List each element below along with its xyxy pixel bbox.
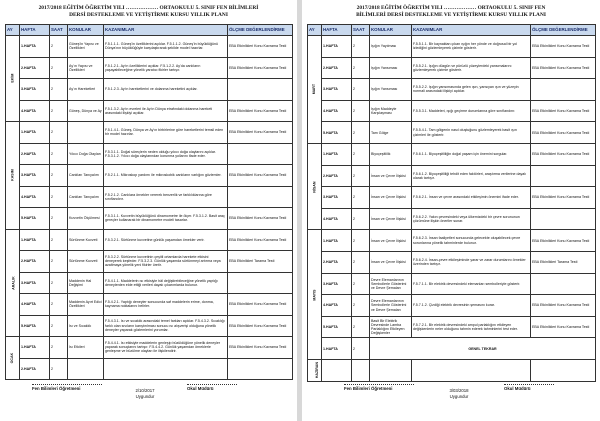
outcome-cell: F.5.3.2.2. Sürtünme kuvvetinin çeşitli ortamlarda harekete etkisini deneyerek keşfeder. F.5.3.2.3. Günlük yaşamda sürtünmeyi artırma veya azaltmaya yönelik yeni fikirler üretir. [104, 251, 228, 273]
week-cell: 3.HAFTA [20, 272, 50, 294]
month-cell [6, 229, 20, 337]
table-row [308, 251, 596, 273]
hours-cell: 2 [50, 208, 68, 230]
table-row [6, 122, 293, 144]
outcome-cell: F.5.6.1.2. Biyoçeşitliliği tehdit eden faktörleri, araştırma verilerine dayalı olarak tartışır. [412, 165, 531, 187]
topic-cell: Işığın Maddeyle Karşılaşması [370, 100, 412, 122]
header-kazanimlar: KAZANIMLAR [104, 25, 228, 36]
table-row [308, 143, 596, 165]
topic-cell: Işığın Yayılması [370, 36, 412, 58]
topic-cell: İnsan ve Çevre İlişkisi [370, 187, 412, 209]
outcome-cell: F.5.4.2.1. Yaptığı deneyler sonucunda saf maddelerin erime, donma, kaynama noktalarını belirler. [104, 294, 228, 316]
principal-signature: Okul Müdürü [187, 384, 237, 392]
table-row [308, 273, 596, 295]
topic-cell: Sürtünme Kuvveti [68, 251, 104, 273]
hours-cell: 2 [50, 36, 68, 58]
assessment-cell: EBA Etkinlikleri Konu Kavrama Testi [531, 122, 596, 144]
week-cell: 2.HAFTA [322, 57, 352, 79]
table-row [6, 100, 293, 122]
outcome-cell [412, 359, 531, 381]
week-cell: 3.HAFTA [322, 273, 352, 295]
month-label: EKİM [10, 74, 15, 83]
topic-cell: İnsan ve Çevre İlişkisi [370, 165, 412, 187]
assessment-cell: EBA Etkinlikleri Konu Kavrama Testi [531, 187, 596, 209]
assessment-cell: EBA Etkinlikleri Tarama Testi [228, 251, 293, 273]
outcome-cell: F.5.6.2.3. İnsan faaliyetleri sonucunda gelecekte oluşabilecek çevre sorunlarına yönelik tahminlerde bulunur. [412, 230, 531, 252]
week-cell: 2.HAFTA [20, 57, 50, 79]
outcome-cell: F.5.3.1.1. Kuvvetin büyüklüğünü dinamometre ile ölçer. F.5.3.1.2. Basit araç gereçler kullanarak bir dinamometre modeli tasarlar. [104, 208, 228, 230]
hours-cell: 2 [352, 230, 370, 252]
topic-cell: Maddenin Hal Değişimi [68, 272, 104, 294]
week-cell: 4.HAFTA [20, 100, 50, 122]
assessment-cell: EBA Etkinlikleri Konu Kavrama Testi [531, 36, 596, 58]
header-konular: KONULAR [68, 25, 104, 36]
topic-cell: Sürtünme Kuvveti [68, 229, 104, 251]
table-header-row [6, 25, 293, 36]
week-cell [322, 359, 352, 381]
week-cell: 1.HAFTA [322, 230, 352, 252]
table-row [308, 208, 596, 230]
outcome-cell: F.5.3.2.1. Sürtünme kuvvetine günlük yaşamdan örnekler verir. [104, 229, 228, 251]
week-cell: 1.HAFTA [20, 337, 50, 359]
week-cell: 2.HAFTA [322, 165, 352, 187]
week-cell: 1.HAFTA [322, 143, 352, 165]
outcome-cell: F.5.1.4.1. Güneş, Dünya ve Ay'ın birbirlerine göre hareketlerini temsil eden bir model hazırlar. [104, 122, 228, 144]
week-cell: 3.HAFTA [20, 79, 50, 101]
left-plan-table [5, 24, 293, 380]
outcome-cell: F.5.6.2.2. Yakın çevresindeki veya ülkemizdeki bir çevre sorununun çözümüne ilişkin öneriler sunar. [412, 208, 531, 230]
topic-cell: Basit Bir Elektrik Devresinde Lamba Parlaklığını Etkileyen Değişkenler [370, 316, 412, 338]
approval-block [434, 388, 484, 399]
left-page [2, 0, 295, 421]
table-row [6, 208, 293, 230]
table-row [6, 251, 293, 273]
assessment-cell: EBA Etkinlikleri Konu Kavrama Testi [228, 294, 293, 316]
table-row [308, 79, 596, 101]
outcome-cell [104, 358, 228, 380]
table-row [6, 294, 293, 316]
table-row [6, 358, 293, 380]
assessment-cell [228, 358, 293, 380]
hours-cell: 2 [50, 315, 68, 337]
topic-cell: Güneş, Dünya ve Ay [68, 100, 104, 122]
hours-cell: 2 [50, 272, 68, 294]
header-konular: KONULAR [370, 25, 412, 36]
week-cell: 1.HAFTA [20, 36, 50, 58]
hours-cell: 2 [50, 122, 68, 144]
week-cell: 2.HAFTA [20, 143, 50, 165]
topic-cell: Devre Elemanlarının Sembollerle Gösterimi ve Devre Şemaları [370, 295, 412, 317]
title-line-2: BİLİMLERİ DERSİ DESTEKLEME VE YETİŞTİRME KURSU YILLIK PLANI [356, 12, 546, 18]
table-row [308, 338, 596, 360]
table-row [308, 295, 596, 317]
table-row [6, 57, 293, 79]
title-line-1: 2017/2018 EĞİTİM ÖĞRETİM YILI ……………… ORTAOKULU 5. SINIF FEN [356, 5, 546, 11]
topic-cell: GENEL TEKRAR [370, 338, 596, 360]
hours-cell: 2 [352, 79, 370, 101]
week-cell: 4.HAFTA [322, 100, 352, 122]
outcome-cell: F.5.7.2.1. Bir elektrik devresindeki ampul parlaklığını etkileyen değişkenlerin neler olduğunu tahmin ederek tahminlerini test eder. [412, 316, 531, 338]
week-cell: 4.HAFTA [322, 295, 352, 317]
hours-cell: 2 [352, 165, 370, 187]
table-row [6, 79, 293, 101]
month-cell [6, 122, 20, 230]
page-divider [297, 0, 302, 421]
assessment-cell: EBA Etkinlikleri Konu Kavrama Testi [228, 36, 293, 58]
topic-cell: Canlıları Tanıyalım [68, 186, 104, 208]
hours-cell [352, 359, 370, 381]
hours-cell: 2 [352, 187, 370, 209]
approval-label: Uygundur [449, 393, 469, 399]
header-hafta: HAFTA [20, 25, 50, 36]
topic-cell: Devre Elemanlarının Sembollerle Gösterimi ve Devre Şemaları [370, 273, 412, 295]
outcome-cell: F.5.4.3.1. Isı ve sıcaklık arasındaki temel farkları açıklar. F.5.4.3.2. Sıcaklığı farklı olan sıvıların karıştırılması sonucu ısı alışverişi olduğuna yönelik deneyler yaparak gözlemlerini yorumlar. [104, 315, 228, 337]
title-line-2: DERSİ DESTEKLEME VE YETİŞTİRME KURSU YILLIK PLANI [69, 12, 228, 18]
header-kazanimlar: KAZANIMLAR [412, 25, 531, 36]
hours-cell: 2 [50, 337, 68, 359]
header-olcme: ÖLÇME DEĞERLENDİRME [228, 25, 293, 36]
hours-cell: 2 [50, 57, 68, 79]
month-label: KASIM [10, 169, 15, 182]
topic-cell: Isı ve Sıcaklık [68, 315, 104, 337]
hours-cell: 2 [50, 358, 68, 380]
hours-cell: 2 [352, 143, 370, 165]
hours-cell: 2 [50, 229, 68, 251]
right-page [304, 0, 598, 421]
week-cell: 5.HAFTA [20, 208, 50, 230]
topic-cell: Kuvvetin Ölçülmesi [68, 208, 104, 230]
hours-cell: 2 [352, 316, 370, 338]
week-cell: 1.HAFTA [322, 36, 352, 58]
topic-cell: İnsan ve Çevre İlişkisi [370, 208, 412, 230]
week-cell: 4.HAFTA [322, 208, 352, 230]
table-row [308, 100, 596, 122]
topic-cell: Tam Gölge [370, 122, 412, 144]
approval-block [120, 388, 170, 399]
topic-cell: Ay'ın Hareketleri [68, 79, 104, 101]
month-label: MART [312, 84, 317, 95]
topic-cell: Ay'ın Yapısı ve Özellikleri [68, 57, 104, 79]
assessment-cell [228, 79, 293, 101]
week-cell: 3.HAFTA [20, 165, 50, 187]
assessment-cell: EBA Etkinlikleri Konu Kavrama Testi [531, 316, 596, 338]
outcome-cell: F.5.4.1.1. Maddelerin ısı etkisiyle hâl değiştirebileceğine yönelik yaptığı deneylerden elde ettiği verileri dayalı çıkarımlarda bulunur. [104, 272, 228, 294]
title-line-1: 2017/2018 EĞİTİM ÖĞRETİM YILI ……………… ORTAOKULU 5. SINIF FEN BİLİMLERİ [38, 5, 259, 11]
assessment-cell [228, 186, 293, 208]
hours-cell: 2 [50, 186, 68, 208]
hours-cell: 2 [50, 251, 68, 273]
right-page-title [304, 5, 598, 19]
right-plan-table [307, 24, 596, 382]
assessment-cell: EBA Etkinlikleri Konu Kavrama Testi [228, 337, 293, 359]
outcome-cell: F.5.6.2.1. İnsan ve çevre arasındaki etkileşimin önemini ifade eder. [412, 187, 531, 209]
header-saat: SAAT [352, 25, 370, 36]
hours-cell: 2 [352, 100, 370, 122]
outcome-cell: F.5.7.1.1. Bir elektrik devresindeki elemanları sembolleriyle gösterir. [412, 273, 531, 295]
assessment-cell [531, 359, 596, 381]
outcome-cell: F.5.5.3.1. Maddeleri, ışığı geçirme durumlarına göre sınıflandırır. [412, 100, 531, 122]
principal-signature: Okul Müdürü [504, 384, 554, 392]
table-row [6, 315, 293, 337]
table-row [308, 36, 596, 58]
hours-cell: 2 [352, 208, 370, 230]
topic-cell: Işığın Yansıması [370, 79, 412, 101]
assessment-cell: EBA Etkinlikleri Konu Kavrama Testi [228, 229, 293, 251]
table-row [308, 187, 596, 209]
month-label: MAYIS [312, 289, 317, 301]
topic-cell: Canlıları Tanıyalım [68, 165, 104, 187]
week-cell: 2.HAFTA [322, 251, 352, 273]
table-row [6, 337, 293, 359]
hours-cell: 2 [50, 100, 68, 122]
approval-date: 2/10/2017 [135, 388, 155, 393]
week-cell: 2.HAFTA [20, 251, 50, 273]
table-row [308, 57, 596, 79]
topic-cell: Maddenin Ayırt Edici Özellikleri [68, 294, 104, 316]
assessment-cell: EBA Etkinlikleri Konu Kavrama Testi [228, 165, 293, 187]
topic-cell: İnsan ve Çevre İlişkisi [370, 251, 412, 273]
table-row [6, 143, 293, 165]
outcome-cell: F.5.2.1.2. Canlılara örnekler vererek benzerlik ve farklılıklarına göre sınıflandırır. [104, 186, 228, 208]
outcome-cell: F.5.1.2.1. Ay'ın özelliklerini açıklar. F.5.1.2.2. Ay'da canlıların yaşayabileceğine yönelik yaratıcı fikirler tartışır. [104, 57, 228, 79]
hours-cell: 2 [50, 79, 68, 101]
assessment-cell: EBA Etkinlikleri Konu Kavrama Testi [531, 57, 596, 79]
month-label: HAZİRAN [314, 362, 319, 379]
assessment-cell: EBA Etkinlikleri Konu Kavrama Testi [228, 100, 293, 122]
outcome-cell: F.5.5.1.1. Bir kaynaktan çıkan ışığın her yönde ve doğrusal bir yol izlediğini gözlemleyerek çizimle gösterir. [412, 36, 531, 58]
month-cell [308, 359, 322, 381]
table-row [308, 316, 596, 338]
month-cell [308, 230, 322, 360]
table-row [6, 165, 293, 187]
hours-cell: 2 [352, 273, 370, 295]
assessment-cell [228, 272, 293, 294]
assessment-cell: EBA Etkinlikleri Konu Kavrama Testi [228, 208, 293, 230]
assessment-cell: EBA Etkinlikleri Konu Kavrama Testi [228, 57, 293, 79]
week-cell: 5.HAFTA [322, 122, 352, 144]
hours-cell: 2 [352, 36, 370, 58]
outcome-cell: F.5.1.2.3. Ay'ın hareketlerini ve dolanma hareketini açıklar. [104, 79, 228, 101]
assessment-cell: EBA Etkinlikleri Tarama Testi [531, 251, 596, 273]
hours-cell: 2 [352, 295, 370, 317]
table-row [308, 359, 596, 381]
topic-cell [68, 358, 104, 380]
topic-cell: İnsan ve Çevre İlişkisi [370, 230, 412, 252]
table-header-row [308, 25, 596, 36]
hours-cell: 2 [50, 143, 68, 165]
outcome-cell: F.5.1.3.2. Ay'ın evreleri ile Ay'ın Dünya etrafındaki dolanma hareketi arasındaki ilişkiyi açıklar. [104, 100, 228, 122]
table-row [6, 229, 293, 251]
assessment-cell: EBA Etkinlikleri Konu Kavrama Testi [531, 100, 596, 122]
approval-date: 3/03/2018 [449, 388, 469, 393]
outcome-cell: F.5.7.1.2. Çizdiği elektrik devresinin şemasını kurar. [412, 295, 531, 317]
topic-cell: Yıkıcı Doğa Olayları [68, 143, 104, 165]
week-cell: 1.HAFTA [20, 229, 50, 251]
hours-cell: 2 [50, 294, 68, 316]
header-olcme: ÖLÇME DEĞERLENDİRME [531, 25, 596, 36]
topic-cell: Biyoçeşitlilik [370, 143, 412, 165]
table-row [308, 165, 596, 187]
table-row [6, 36, 293, 58]
hours-cell: 2 [352, 338, 370, 360]
assessment-cell: EBA Etkinlikleri Konu Kavrama Testi [531, 295, 596, 317]
header-ay: AY [6, 25, 20, 36]
week-cell: 1.HAFTA [322, 338, 352, 360]
week-cell: 4.HAFTA [20, 294, 50, 316]
month-label: ARALIK [11, 275, 16, 290]
outcome-cell: F.5.5.2.2. Işığın yansımasında gelen ışın, yansıyan ışın ve yüzeyin normali arasındaki ilişkiyi açıklar. [412, 79, 531, 101]
topic-cell: Isı Etkileri [68, 337, 104, 359]
assessment-cell: EBA Etkinlikleri Konu Kavrama Testi [228, 122, 293, 144]
assessment-cell: EBA Etkinlikleri Konu Kavrama Testi [531, 143, 596, 165]
assessment-cell [531, 208, 596, 230]
table-row [6, 272, 293, 294]
outcome-cell: F.5.1.1.1. Güneş'in özelliklerini açıklar. F.5.1.1.2. Güneş'in büyüklüğünü Dünya'nın büyüklüğüyle karşılaştırarak şekilde model hazırlar. [104, 36, 228, 58]
month-cell [308, 143, 322, 229]
month-cell [308, 36, 322, 144]
assessment-cell [228, 143, 293, 165]
month-cell [6, 337, 20, 380]
assessment-cell [531, 165, 596, 187]
week-cell: 4.HAFTA [20, 186, 50, 208]
header-ay: AY [308, 25, 322, 36]
hours-cell: 2 [352, 122, 370, 144]
table-row [308, 230, 596, 252]
outcome-cell: F.5.3.1.1. Doğal süreçlerin neden olduğu yıkıcı doğa olaylarını açıklar. F.5.3.1.2. Yıkıcı doğa olaylarından korunma yollarını ifade eder. [104, 143, 228, 165]
left-page-title [2, 5, 295, 19]
outcome-cell: F.5.5.2.1. Işığın düzgün ve pürüzlü yüzeylerdeki yansımalarını gözlemleyerek çizimle gösterir. [412, 57, 531, 79]
month-cell [6, 36, 20, 122]
outcome-cell: F.5.6.1.1. Biyoçeşitliliğin doğal yaşam için önemini sorgular. [412, 143, 531, 165]
table-row [6, 186, 293, 208]
assessment-cell [531, 79, 596, 101]
topic-cell [68, 122, 104, 144]
hours-cell: 2 [50, 165, 68, 187]
outcome-cell: F.5.4.4.1. Isı etkisiyle maddelerin genleşip büzüldüğüne yönelik deneyler yaparak sonuçlarını tartışır. F.5.4.4.2. Günlük yaşamdan örneklerle genleşme ve büzülme olayları ile ilişkilendirir. [104, 337, 228, 359]
week-cell: 2.HAFTA [20, 358, 50, 380]
week-cell: 3.HAFTA [322, 79, 352, 101]
outcome-cell: F.5.6.2.4. İnsan-çevre etkileşiminde yarar ve zarar durumlarını örnekler üzerinden tartışır. [412, 251, 531, 273]
week-cell: 3.HAFTA [322, 187, 352, 209]
approval-label: Uygundur [135, 393, 155, 399]
teacher-signature: Fen Bilimleri Öğretmeni [344, 384, 414, 392]
table-row [308, 122, 596, 144]
topic-cell: Güneş'in Yapısı ve Özellikleri [68, 36, 104, 58]
week-cell: 1.HAFTA [20, 122, 50, 144]
header-hafta: HAFTA [322, 25, 352, 36]
week-cell: 5.HAFTA [322, 316, 352, 338]
assessment-cell [531, 273, 596, 295]
topic-cell: Işığın Yansıması [370, 57, 412, 79]
header-saat: SAAT [50, 25, 68, 36]
month-label: OCAK [10, 352, 15, 364]
teacher-signature: Fen Bilimleri Öğretmeni [32, 384, 102, 392]
hours-cell: 2 [352, 251, 370, 273]
week-cell: 5.HAFTA [20, 315, 50, 337]
topic-cell [370, 359, 412, 381]
month-label: NİSAN [312, 181, 317, 193]
outcome-cell: F.5.2.1.1. Mikroskop yardımı ile mikroskobik canlıların varlığını gözlemler. [104, 165, 228, 187]
assessment-cell: EBA Etkinlikleri Konu Kavrama Testi [531, 230, 596, 252]
outcome-cell: F.5.5.4.1. Tam gölgenin nasıl oluştuğunu gözlemleyerek basit ışın çizimleri ile gösterir. [412, 122, 531, 144]
hours-cell: 2 [352, 57, 370, 79]
assessment-cell: EBA Etkinlikleri Konu Kavrama Testi [228, 315, 293, 337]
